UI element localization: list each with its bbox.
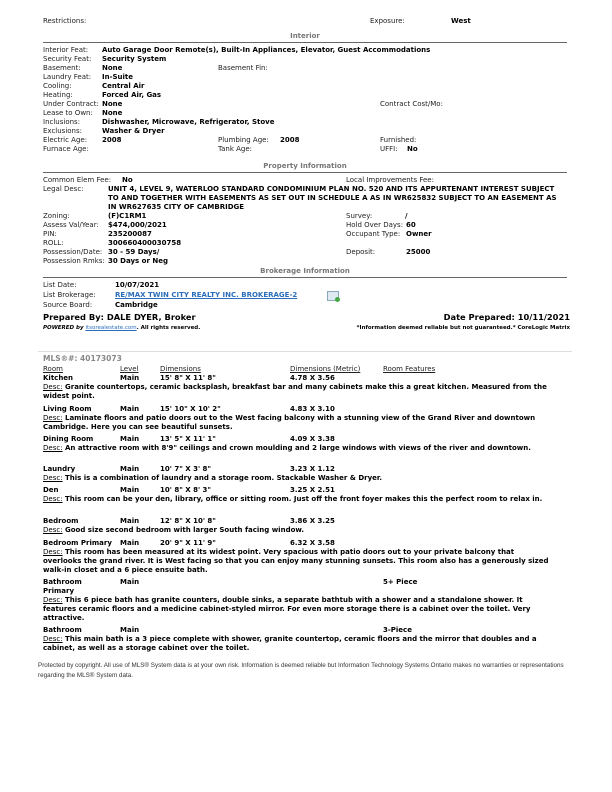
zoning-value: (F)C1RM1: [108, 212, 147, 220]
roll-label: ROLL:: [43, 239, 64, 247]
plumbing-value: 2008: [280, 136, 300, 144]
cooling-label: Cooling:: [43, 82, 72, 90]
possession-label: Possession/Date:: [43, 248, 103, 256]
assess-label: Assess Val/Year:: [43, 221, 99, 229]
room-name: Living Room: [43, 405, 92, 413]
legal-desc-value: UNIT 4, LEVEL 9, WATERLOO STANDARD CONDOMINIUM PLAN NO. 520 AND ITS APPURTENANT INTEREST SUBJECT TO AND TOGETHER WITH EASEMENTS AS SET OUT IN SCHEDULE A AS IN WR625832 SUBJECT TO AN EASEMENT AS IN WR627635 CITY OF CAMBRIDGE: [108, 185, 557, 211]
room-desc: [43, 635, 551, 653]
room-level: Main: [120, 486, 140, 494]
interior-feat-label: Interior Feat:: [43, 46, 89, 54]
desc-text: This room has been measured at its widest point. Very spacious with patio doors out to your private balcony that overlooks the grand river. It is West facing so that you can enjoy many stunning sunsets. This room also has a generously sized walk-in closet and a 6 piece ensuite bath.: [43, 548, 549, 574]
col-level: Level: [120, 365, 139, 373]
room-features: 5+ Piece: [383, 578, 418, 586]
possession-value: 30 - 59 Days/: [108, 248, 160, 256]
desc-text: This room can be your den, library, office or sitting room. Just off the front foyer makes this the perfect room to relax in.: [65, 495, 543, 503]
room-desc: [43, 414, 551, 432]
prepared-by: Prepared By: DALE DYER, Broker: [43, 312, 196, 322]
divider: [38, 351, 572, 352]
desc-label: Desc:: [43, 526, 63, 534]
property-header: Property Information: [43, 162, 567, 173]
security-label: Security Feat:: [43, 55, 92, 63]
room-name: Bedroom: [43, 517, 79, 525]
room-features: 3-Piece: [383, 626, 412, 634]
room-dimensions: 10' 8" X 8' 3": [160, 486, 212, 494]
survey-value: /: [405, 212, 408, 220]
desc-label: Desc:: [43, 495, 63, 503]
basement-label: Basement:: [43, 64, 81, 72]
room-dimensions: 15' 8" X 11' 8": [160, 374, 216, 382]
room-metric: 4.78 X 3.56: [290, 374, 335, 382]
room-name: Laundry: [43, 465, 76, 473]
survey-label: Survey:: [346, 212, 373, 220]
room-metric: 3.23 X 1.12: [290, 465, 335, 473]
occupant-label: Occupant Type:: [346, 230, 401, 238]
desc-label: Desc:: [43, 474, 63, 482]
possession-remarks-label: Possession Rmks:: [43, 257, 105, 265]
desc-label: Desc:: [43, 414, 63, 422]
occupant-value: Owner: [406, 230, 432, 238]
desc-label: Desc:: [43, 383, 63, 391]
furnished-label: Furnished:: [380, 136, 417, 144]
laundry-label: Laundry Feat:: [43, 73, 92, 81]
hold-over-label: Hold Over Days:: [346, 221, 404, 229]
exposure-value: West: [451, 17, 471, 25]
desc-text: Granite countertops, ceramic backsplash, breakfast bar and many cabinets make this a great kitchen. Measured from the widest point.: [43, 383, 547, 400]
room-name: Bedroom Primary: [43, 539, 112, 547]
electric-label: Electric Age:: [43, 136, 88, 144]
uffi-label: UFFI:: [380, 145, 398, 153]
lease-value: None: [102, 109, 123, 117]
possession-remarks-value: 30 Days or Neg: [108, 257, 168, 265]
rights-text: . All rights reserved.: [136, 325, 201, 331]
room-desc: [43, 526, 551, 535]
restrictions-label: Restrictions:: [43, 17, 87, 25]
desc-label: Desc:: [43, 444, 63, 452]
inclusions-value: Dishwasher, Microwave, Refrigerator, Stove: [102, 118, 275, 126]
deposit-label: Deposit:: [346, 248, 376, 256]
desc-text: An attractive room with 8'9" ceilings and crown moulding and 2 large windows with views of the river and downtown.: [65, 444, 531, 452]
common-fee-label: Common Elem Fee:: [43, 176, 112, 184]
desc-text: Laminate floors and patio doors out to the West facing balcony with a stunning view of the Grand River and downtown Cambridge. Here you can see beautiful sunsets.: [43, 414, 536, 431]
room-desc: [43, 383, 551, 401]
electric-value: 2008: [102, 136, 122, 144]
legal-desc-label: Legal Desc:: [43, 185, 84, 193]
assess-value: $474,000/2021: [108, 221, 167, 229]
desc-text: This 6 piece bath has granite counters, double sinks, a separate bathtub with a shower and a standalone shower. It features ceramic floors and a medicine cabinet-styled mirror. For even more storage there is a cabinet over the toilet. Very attractive.: [43, 596, 531, 622]
brokerage-header: Brokerage Information: [43, 267, 567, 278]
col-room: Room: [43, 365, 63, 373]
room-level: Main: [120, 578, 140, 586]
tank-label: Tank Age:: [218, 145, 253, 153]
desc-label: Desc:: [43, 548, 63, 556]
copyright-footer: Protected by copyright. All use of MLS® System data is at your own risk. Information is deemed reliable but Information Technology Systems Ontario makes no warranties or representations regarding the MLS® System data.: [38, 662, 564, 679]
laundry-value: In-Suite: [102, 73, 134, 81]
room-dimensions: 10' 7" X 3' 8": [160, 465, 212, 473]
col-features: Room Features: [383, 365, 436, 373]
exclusions-value: Washer & Dryer: [102, 127, 165, 135]
itso-link[interactable]: itsorealestate.com: [85, 325, 137, 331]
interior-header: Interior: [43, 32, 567, 43]
exclusions-label: Exclusions:: [43, 127, 82, 135]
room-name: Kitchen: [43, 374, 74, 382]
furnace-label: Furnace Age:: [43, 145, 89, 153]
under-contract-label: Under Contract:: [43, 100, 99, 108]
heating-value: Forced Air, Gas: [102, 91, 162, 99]
room-desc: [43, 548, 551, 575]
room-dimensions: 12' 8" X 10' 8": [160, 517, 216, 525]
hold-over-value: 60: [406, 221, 416, 229]
exposure-label: Exposure:: [370, 17, 405, 25]
room-metric: 6.32 X 3.58: [290, 539, 335, 547]
room-name: Dining Room: [43, 435, 94, 443]
source-board-value: Cambridge: [115, 301, 158, 309]
room-metric: 4.09 X 3.38: [290, 435, 335, 443]
room-dimensions: 13' 5" X 11' 1": [160, 435, 216, 443]
room-dimensions: 15' 10" X 10' 2": [160, 405, 221, 413]
desc-label: Desc:: [43, 635, 63, 643]
list-brokerage-label: List Brokerage:: [43, 291, 96, 299]
room-metric: 3.25 X 2.51: [290, 486, 335, 494]
room-level: Main: [120, 539, 140, 547]
mls-number: MLS®#: 40173073: [43, 354, 122, 363]
desc-text: This is a combination of laundry and a storage room. Stackable Washer & Dryer.: [65, 474, 383, 482]
col-metric: Dimensions (Metric): [290, 365, 361, 373]
uffi-value: No: [407, 145, 418, 153]
room-desc: [43, 444, 551, 453]
col-dimensions: Dimensions: [160, 365, 201, 373]
zoning-label: Zoning:: [43, 212, 70, 220]
lease-label: Lease to Own:: [43, 109, 93, 117]
date-prepared: Date Prepared: 10/11/2021: [443, 312, 570, 322]
desc-text: Good size second bedroom with larger South facing window.: [65, 526, 305, 534]
source-board-label: Source Board:: [43, 301, 93, 309]
plus-badge-icon: [335, 297, 340, 302]
roll-value: 300660400030758: [108, 239, 182, 247]
interior-feat-value: Auto Garage Door Remote(s), Built-In Appliances, Elevator, Guest Accommodations: [102, 46, 431, 54]
under-contract-value: None: [102, 100, 123, 108]
room-level: Main: [120, 517, 140, 525]
heating-label: Heating:: [43, 91, 73, 99]
list-date-value: 10/07/2021: [115, 281, 160, 289]
list-date-label: List Date:: [43, 281, 77, 289]
room-name: Bathroom Primary: [43, 578, 82, 595]
room-level: Main: [120, 374, 140, 382]
pin-value: 235200087: [108, 230, 152, 238]
email-icon[interactable]: [327, 291, 339, 301]
local-improvements-label: Local Improvements Fee:: [346, 176, 434, 184]
inclusions-label: Inclusions:: [43, 118, 81, 126]
room-desc: [43, 596, 551, 623]
disclaimer: *Information deemed reliable but not guaranteed.* CoreLogic Matrix: [356, 325, 570, 331]
security-value: Security System: [102, 55, 167, 63]
room-metric: 3.86 X 3.25: [290, 517, 335, 525]
room-level: Main: [120, 626, 140, 634]
room-level: Main: [120, 405, 140, 413]
list-brokerage-link[interactable]: RE/MAX TWIN CITY REALTY INC. BROKERAGE-2: [115, 291, 298, 299]
room-level: Main: [120, 435, 140, 443]
deposit-value: 25000: [406, 248, 431, 256]
room-name: Den: [43, 486, 59, 494]
plumbing-label: Plumbing Age:: [218, 136, 269, 144]
pin-label: PIN:: [43, 230, 57, 238]
room-desc: [43, 474, 551, 483]
desc-text: This main bath is a 3 piece complete with shower, granite countertop, ceramic floors and the mirror that doubles and a cabinet, as well as a storage cabinet over the toilet.: [43, 635, 537, 652]
desc-label: Desc:: [43, 596, 63, 604]
common-fee-value: No: [122, 176, 133, 184]
room-metric: 4.83 X 3.10: [290, 405, 335, 413]
powered-by-label: POWERED by: [43, 325, 84, 331]
room-desc: [43, 495, 551, 504]
room-name: Bathroom: [43, 626, 82, 634]
cooling-value: Central Air: [102, 82, 145, 90]
room-level: Main: [120, 465, 140, 473]
basement-value: None: [102, 64, 123, 72]
contract-cost-label: Contract Cost/Mo:: [380, 100, 443, 108]
basement-fin-label: Basement Fin:: [218, 64, 268, 72]
room-dimensions: 20' 9" X 11' 9": [160, 539, 216, 547]
